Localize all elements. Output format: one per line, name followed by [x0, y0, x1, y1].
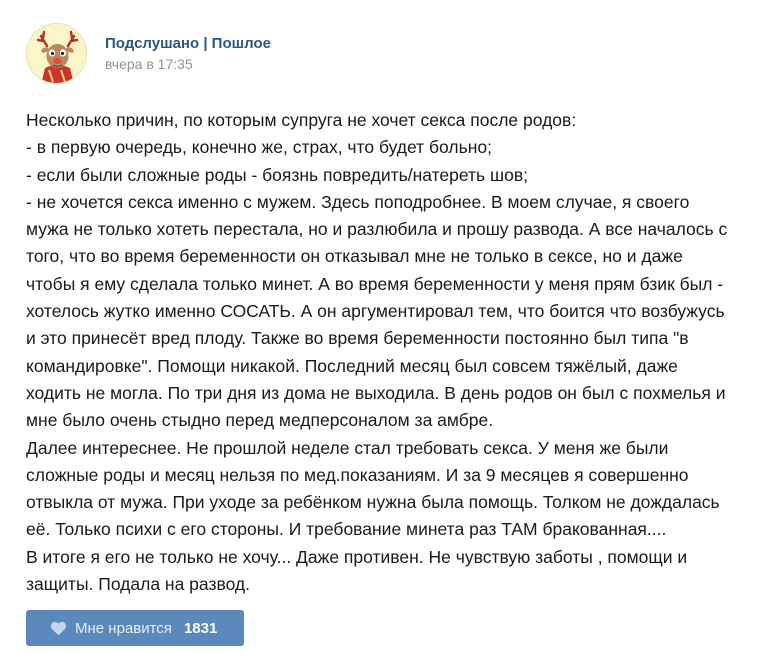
heart-icon	[50, 621, 67, 636]
post-text-line: отвыкла от мужа. При уходе за ребёнком нужна была помощь. Толком не дождалась	[26, 492, 720, 513]
post-text-line: ходить не могла. По три дня из дома не выходила. В день родов он был с похмелья и	[26, 382, 726, 403]
post-text-line: мне было очень стыдно перед медперсоналом за амбре.	[26, 410, 494, 431]
like-label: Мне нравится	[75, 619, 172, 637]
post-text-line: сложные роды и месяц нельзя по мед.показаниям. И за 9 месяцев я совершенно	[26, 464, 689, 485]
post-author-link[interactable]: Подслушано | Пошлое	[105, 35, 271, 52]
post-text-line: Несколько причин, по которым супруга не хочет секса после родов:	[26, 110, 577, 130]
post-text-line: чтобы я ему сделала только минет. А во время беременности у меня прям бзик был -	[26, 273, 724, 294]
post-text-line: Далее интереснее. Не прошлой неделе стал требовать секса. У меня же были	[26, 437, 669, 458]
post-text-line: защиты. Подала на развод.	[26, 574, 250, 595]
post-text-line: В итоге я его не только не хочу... Даже противен. Не чувствую заботы , помощи и	[26, 546, 688, 567]
post-text-line: мужа не только хотеть перестала, но и разлюбила и прошу развода. А все началось с	[26, 219, 728, 240]
post-text-line: хотелось жутко именно СОСАТЬ. А он аргументировал тем, что боится что возбужусь	[26, 301, 725, 322]
post-text-line: - не хочется секса именно с мужем. Здесь поподробнее. В моем случае, я своего	[26, 191, 690, 212]
post-text-line: её. Только психи с его стороны. И требование минета раз ТАМ бракованная....	[26, 519, 667, 540]
post-text-line: того, что во время беременности он отказывал мне не только в сексе, но и даже	[26, 246, 683, 267]
post-timestamp[interactable]: вчера в 17:35	[105, 56, 193, 72]
post-text-line: - если были сложные роды - боязнь повредить/натереть шов;	[26, 164, 528, 185]
like-button[interactable]	[26, 610, 244, 646]
post-text-line: командировке". Помощи никакой. Последний месяц был совсем тяжёлый, даже	[26, 355, 678, 376]
deer-avatar-icon[interactable]	[26, 23, 87, 84]
post-text-line: и это принесёт вред плоду. Также во время беременности постоянно был типа "в	[26, 328, 689, 349]
post-text-line: - в первую очередь, конечно же, страх, что будет больно;	[26, 137, 492, 158]
post-text	[26, 107, 766, 598]
like-count: 1831	[183, 619, 218, 637]
